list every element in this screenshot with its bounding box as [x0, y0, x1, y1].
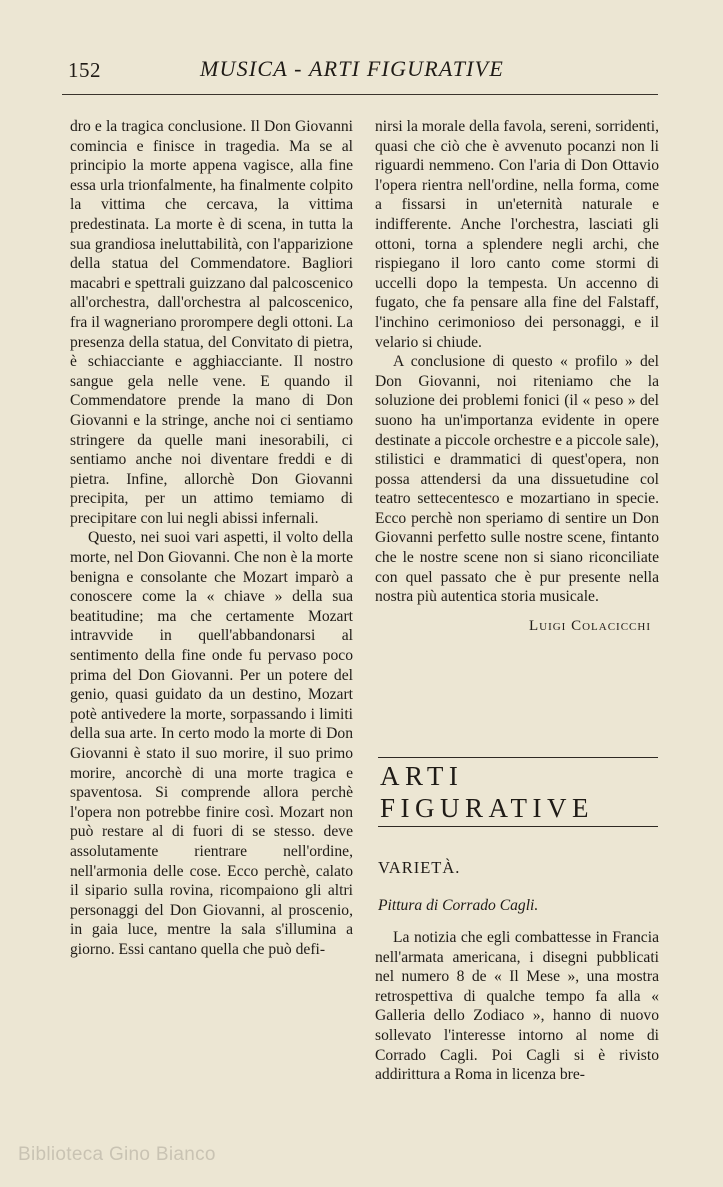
header-rule — [62, 94, 658, 95]
page-header — [68, 56, 662, 90]
article-body — [375, 928, 659, 1085]
section-title-line: ARTI — [380, 761, 464, 791]
right-column — [375, 117, 659, 636]
section-rule-top — [378, 757, 658, 758]
paragraph: nirsi la morale della favola, sereni, sorridenti, quasi che ciò che è avvenuto pocanzi non li riguardi nemmeno. Con l'aria di Don Ottavio l'opera rientra nell'ordine, nella forma, come a fissarsi in un'eternità naturale e indifferente. Anche l'orchestra, lasciati gli ottoni, torna a splendere negli archi, che rispiegano il loro canto come stormi di uccelli dopo la tempesta. Un accenno di fugato, che fa pensare alla fine del Falstaff, l'inchino cerimonioso dei personaggi, e il velario si chiude. — [375, 118, 659, 351]
section-title-line: FIGURATIVE — [380, 793, 594, 823]
left-column — [70, 117, 353, 960]
paragraph: A conclusione di questo « profilo » del Don Giovanni, noi riteniamo che la soluzione dei problemi fonici (il « peso » del suono ha un'importanza evidente in opere destinate a piccole orchestre e a piccole sale), stilistici e drammatici di quest'opera, non possa attendersi da una dissuetudine col teatro settecentesco e mozartiano in specie. Ecco perchè non speriamo di sentire un Don Giovanni perfetto sulle nostre scene, fintanto che le nostre scene non si siano riconciliate con quel passato che è pur presente nella nostra più autentica storia musicale. — [375, 353, 659, 606]
page-number: 152 — [68, 58, 101, 82]
paragraph: Questo, nei suoi vari aspetti, il volto della morte, nel Don Giovanni. Che non è la morte benigna e consolante che Mozart imparò a conoscere come la « chiave » della sua beatitudine; ma che certamente Mozart intravvide in quell'abbandonarsi al sentimento della fine onde fu pervaso poco prima del Don Giovanni. Per un potere del genio, quasi guidato da un destino, Mozart potè antivedere la morte, sorpassando i limiti della sua arte. In certo modo la morte di Don Giovanni è stato il suo morire, il suo primo morire, ancorchè di una morte tragica e spaventosa. Si comprende allora perchè l'opera non potrebbe finire così. Mozart non può restare al di fuori di se stesso. deve assolutamente rientrare nell'ordine, nell'armonia delle cose. Ecco perchè, calato il sipario sulla rovina, ricompaiono gli altri personaggi del Don Giovanni, al proscenio, in gaia luce, mentre la sala s'illumina a giorno. Essi cantano quella che può defi- — [70, 529, 353, 958]
subsection-heading: VARIETÀ. — [378, 858, 461, 877]
running-head: MUSICA - ARTI FIGURATIVE — [200, 56, 504, 81]
author-signature: Luigi Colacicchi — [528, 617, 651, 634]
paragraph: dro e la tragica conclusione. Il Don Giovanni comincia e finisce in tragedia. Ma se al principio la morte appena vagisce, alla fine essa urla trionfalmente, ha finalmente colpito la vittima che cercava, la vittima predestinata. La morte è di scena, in tutta la sua grandiosa ineluttabilità, con l'apparizione della statua del Commendatore. Bagliori macabri e spettrali guizzano dal palcoscenico all'orchestra, dall'orchestra al palcoscenico, fra il wagneriano prorompere degli ottoni. La presenza della statua, del Convitato di pietra, è schiacciante e agghiacciante. Il nostro sangue gela nelle vene. E quando il Commendatore prende la mano di Don Giovanni e la stringe, anche noi ci sentiamo stringere da quelle mani inesorabili, ci sentiamo anche noi diventare freddi e di pietra. Infine, allorchè Don Giovanni precipita, per un attimo temiamo di precipitare con lui negli abissi infernali. — [70, 118, 353, 527]
section-title — [380, 760, 662, 824]
section-rule-bottom — [378, 826, 658, 827]
paragraph: La notizia che egli combattesse in Francia nell'armata americana, i disegni pubblicati nel numero 8 de « Il Mese », una mostra retrospettiva di qualche tempo fa alla « Galleria dello Zodiaco », hanno di nuovo sollevato l'interesse intorno al nome di Corrado Cagli. Poi Cagli si è rivisto addirittura a Roma in licenza bre- — [375, 929, 659, 1084]
library-watermark: Biblioteca Gino Bianco — [18, 1144, 216, 1165]
article-title: Pittura di Corrado Cagli. — [378, 897, 539, 914]
